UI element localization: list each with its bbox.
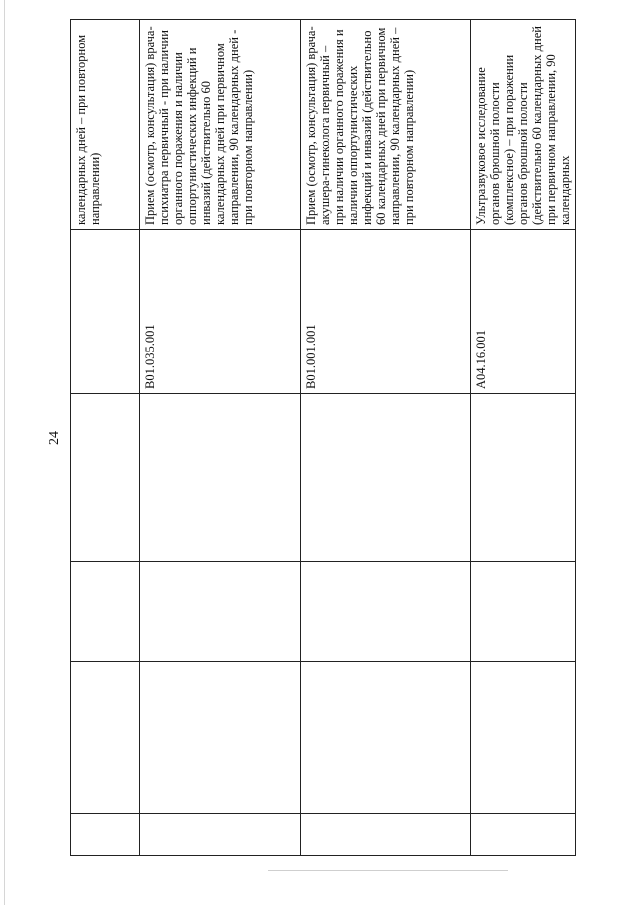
- table-cell: [140, 814, 301, 856]
- table-cell: [471, 814, 576, 856]
- table-cell: [140, 562, 301, 662]
- service-code-cell: В01.001.001: [301, 230, 471, 394]
- service-name-cell: Прием (осмотр, консультация) врача-психиатра первичный - при наличии органного поражения и наличии оппортунистических инфекций и инвазий (действительно 60 календарных дней при первичном направлении, 90 календарных дней - при повторном направлении): [140, 20, 301, 230]
- service-name-cell: Ультразвуковое исследование органов брюшной полости (комплексное) – при поражении органов брюшной полости (действительно 60 календарных дней при первичном направлении, 90 календарных: [471, 20, 576, 230]
- scan-edge: [4, 0, 5, 905]
- table-cell: [71, 814, 140, 856]
- service-name-cell: календарных дней – при повторном направлении): [71, 20, 140, 230]
- table-row: [140, 20, 301, 856]
- document-page: [70, 20, 572, 856]
- rotated-table-wrapper: [70, 20, 572, 856]
- table-cell: [471, 662, 576, 814]
- service-code-cell: [71, 230, 140, 394]
- table-cell: [140, 394, 301, 562]
- table-cell: [301, 662, 471, 814]
- table-cell: [71, 562, 140, 662]
- service-name-cell: Прием (осмотр, консультация) врача-акушера-гинеколога первичный – при наличии органного поражения и наличии оппортунистических инфекций и инвазий (действительно 60 календарных дней при первичном направлении, 90 календарных дней – при повторном направлении): [301, 20, 471, 230]
- table-cell: [301, 562, 471, 662]
- table-cell: [301, 394, 471, 562]
- table-cell: [301, 814, 471, 856]
- services-table: [70, 19, 576, 856]
- scan-artifact-line: [268, 870, 508, 871]
- table-row: [471, 20, 576, 856]
- table-row: [71, 20, 140, 856]
- page-number: 24: [47, 431, 62, 445]
- table-cell: [71, 394, 140, 562]
- table-cell: [471, 394, 576, 562]
- service-code-cell: А04.16.001: [471, 230, 576, 394]
- table-cell: [140, 662, 301, 814]
- table-row: [301, 20, 471, 856]
- table-cell: [71, 662, 140, 814]
- service-code-cell: В01.035.001: [140, 230, 301, 394]
- table-cell: [471, 562, 576, 662]
